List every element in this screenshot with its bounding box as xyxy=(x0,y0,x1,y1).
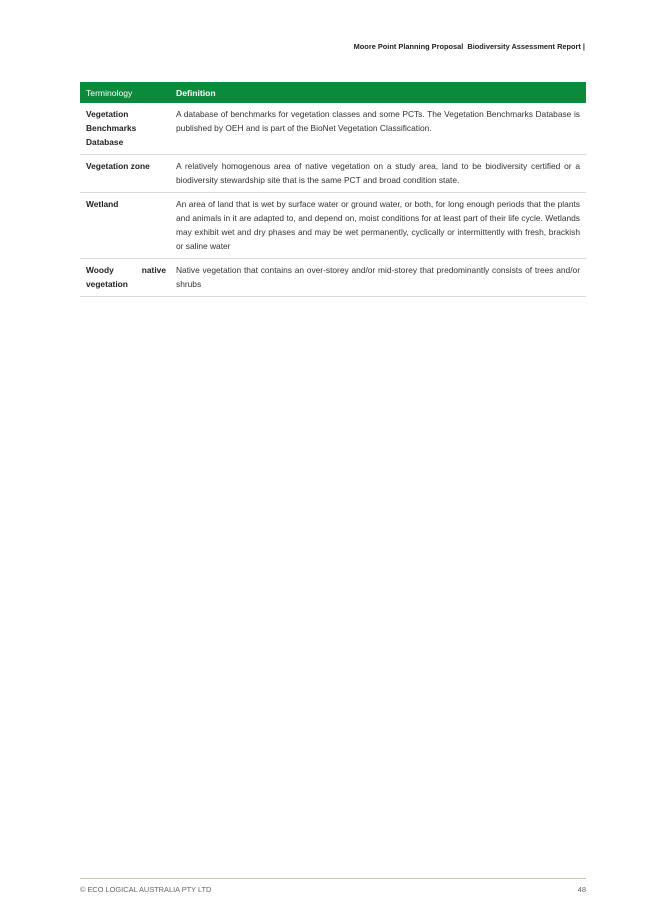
column-header-terminology: Terminology xyxy=(80,82,172,103)
footer-divider xyxy=(80,878,586,879)
definition-cell: An area of land that is wet by surface water or ground water, or both, for long enough periods that the plants and animals in it are adapted to, and depend on, moist conditions for at least part of their life cycle. Wetlands may exhibit wet and dry phases and may be wet permanently, cyclically or intermittently with fresh, brackish or saline water xyxy=(172,193,586,259)
column-header-definition: Definition xyxy=(172,82,586,103)
term-cell: Vegetation zone xyxy=(80,155,172,193)
term-cell: Wetland xyxy=(80,193,172,259)
page-number: 48 xyxy=(577,885,586,894)
term-cell: Woody native vegetation xyxy=(80,259,172,297)
table-row xyxy=(80,259,586,297)
definition-cell: Native vegetation that contains an over-storey and/or mid-storey that predominantly consists of trees and/or shrubs xyxy=(172,259,586,297)
table-header-row xyxy=(80,82,586,103)
table-row xyxy=(80,155,586,193)
table-row xyxy=(80,103,586,155)
term-cell: Vegetation Benchmarks Database xyxy=(80,103,172,155)
table-row xyxy=(80,193,586,259)
definition-cell: A database of benchmarks for vegetation classes and some PCTs. The Vegetation Benchmarks Database is published by OEH and is part of the BioNet Vegetation Classification. xyxy=(172,103,586,155)
terminology-table xyxy=(80,82,586,297)
definition-cell: A relatively homogenous area of native vegetation on a study area, land to be biodiversity certified or a biodiversity stewardship site that is the same PCT and broad condition state. xyxy=(172,155,586,193)
footer-copyright: © ECO LOGICAL AUSTRALIA PTY LTD xyxy=(80,885,212,894)
running-header: Moore Point Planning Proposal Biodiversity Assessment Report | xyxy=(353,42,585,51)
